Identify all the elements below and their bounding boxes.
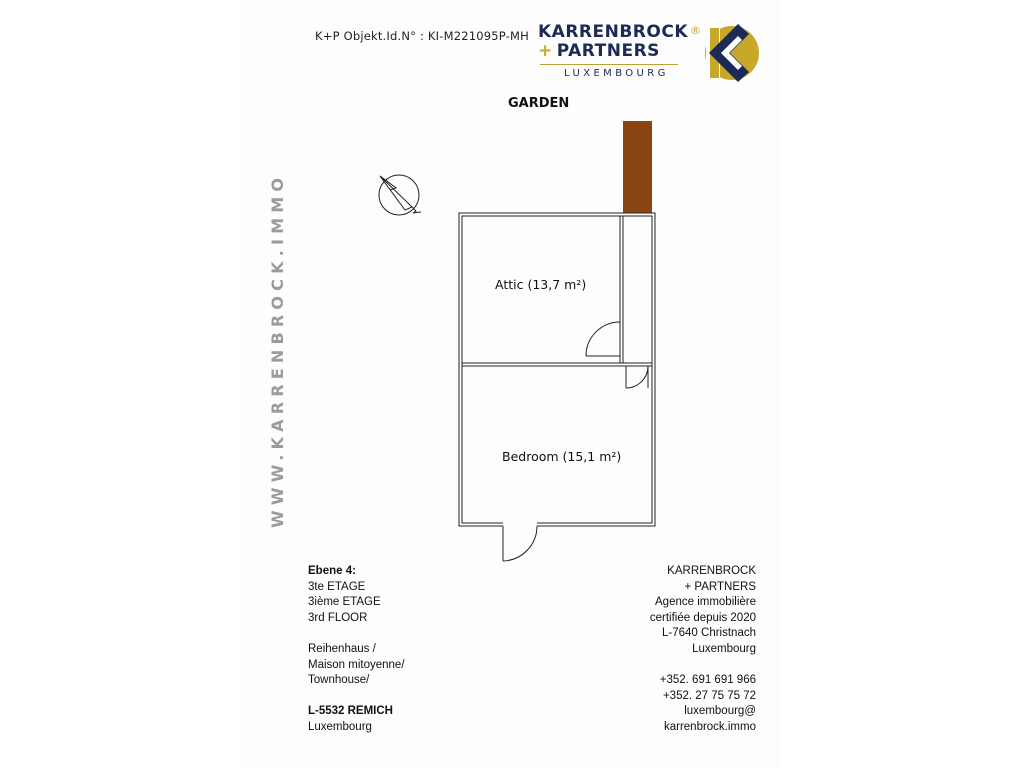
registered-mark: ® [690,24,702,37]
attic-door [586,322,620,356]
brand-line-2 [538,41,688,61]
spacer [308,626,405,642]
floor-plan [370,115,670,575]
website-watermark: WWW.KARRENBROCK.IMMO [268,172,287,528]
north-arrow-icon [379,175,421,215]
agency-email-2: karrenbrock.immo [663,720,756,733]
spacer [308,689,405,705]
property-address: L-5532 REMICH [308,705,393,718]
agency-name-1: KARRENBROCK [667,565,756,577]
brand-plus: + [538,41,553,61]
agency-line-1: Agence immobilière [655,596,756,609]
brand-line-1 [538,22,702,42]
agency-country: Luxembourg [692,642,756,655]
agency-info [640,564,756,736]
brand-partners: PARTNERS [556,41,660,61]
room-label-attic: Attic (13,7 m²) [495,277,587,292]
compass-n-mark [412,207,421,213]
room-label-bedroom: Bedroom (15,1 m²) [502,449,622,464]
floor-en: 3rd FLOOR [308,611,368,624]
brand-wordmark [538,22,702,79]
compass-needle [380,176,412,210]
brand-name: KARRENBROCK [538,22,688,42]
agency-line-2: certifiée depuis 2020 [649,611,756,624]
chimney [623,121,652,213]
closet-door-swing [626,366,648,388]
entrance-door [503,522,537,561]
kp-logo-icon [692,22,760,84]
attic-door-swing [586,322,620,356]
type-fr: Maison mitoyenne/ [308,658,405,671]
closet-door [626,366,648,388]
object-id: K+P Objekt.Id.N° : KI-M221095P-MH [315,29,530,43]
brand-divider [540,64,678,65]
floor-info [308,564,405,736]
agency-phone-1: +352. 691 691 966 [659,674,756,687]
type-de: Reihenhaus / [308,642,376,655]
brand-country: LUXEMBOURG [564,68,669,79]
agency-phone-2: +352. 27 75 75 72 [662,689,756,702]
floor-fr: 3ième ETAGE [308,596,381,609]
floor-de: 3te ETAGE [308,580,366,593]
property-country: Luxembourg [308,720,372,733]
agency-email-1: luxembourg@ [684,705,756,718]
spacer [640,658,756,674]
agency-address: L-7640 Christnach [662,627,756,640]
level-heading: Ebene 4: [308,565,356,577]
type-en: Townhouse/ [308,674,370,687]
agency-name-2: + PARTNERS [684,580,756,593]
entrance-door-swing [503,526,537,561]
garden-label: GARDEN [508,96,570,111]
entrance-opening [503,522,537,527]
